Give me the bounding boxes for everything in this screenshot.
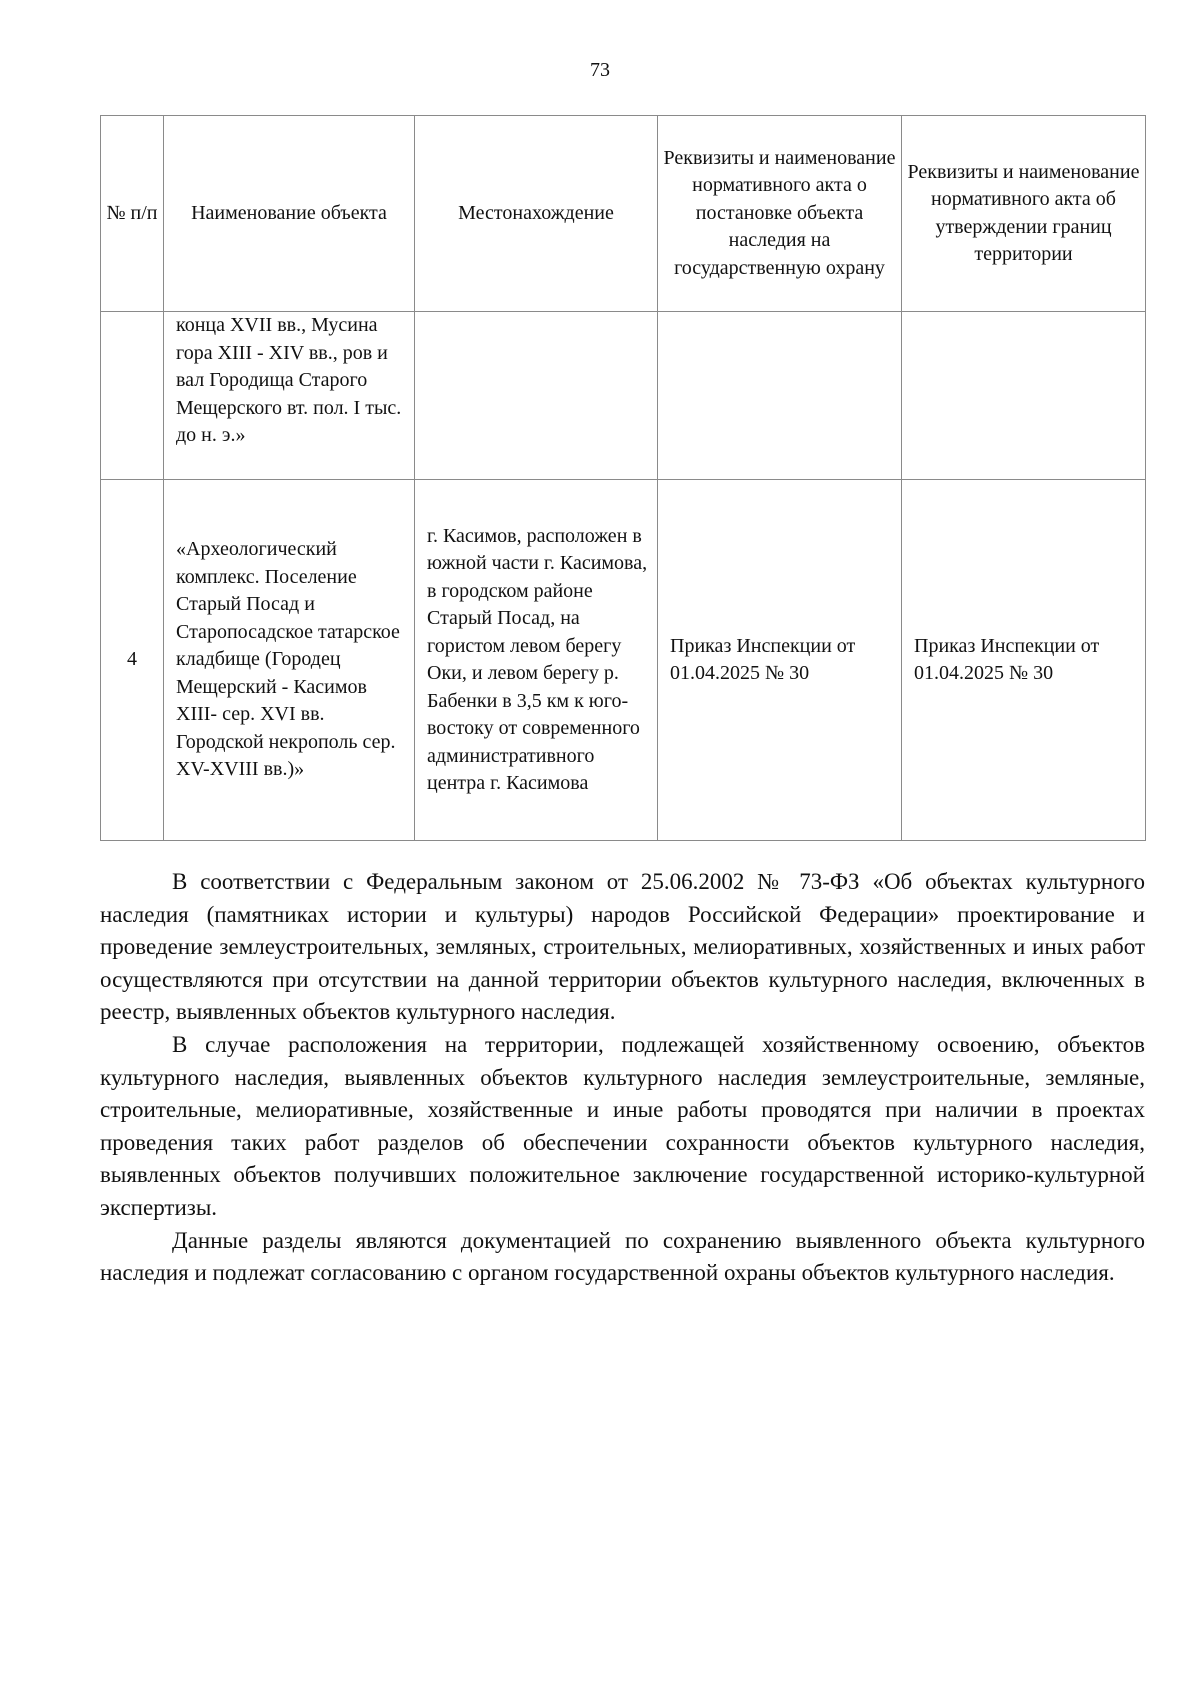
boundary-act: Приказ Инспекции от 01.04.2025 № 30 bbox=[902, 480, 1146, 841]
row-number: 4 bbox=[101, 480, 164, 841]
object-location: г. Касимов, расположен в южной части г. Касимова, в городском районе Старый Посад, на гористом левом берегу Оки, и левом берегу р. Бабенки в 3,5 км к юго-востоку от современного административного центра г. Касимова bbox=[415, 480, 658, 841]
row-number bbox=[101, 312, 164, 480]
page-number: 73 bbox=[590, 59, 610, 81]
table-row bbox=[101, 312, 1146, 480]
object-location bbox=[415, 312, 658, 480]
header-protection-act: Реквизиты и наименование нормативного акта о постановке объекта наследия на государственную охрану bbox=[658, 116, 902, 312]
protection-act: Приказ Инспекции от 01.04.2025 № 30 bbox=[658, 480, 902, 841]
table-header-row bbox=[101, 116, 1146, 312]
paragraph-development-conditions: В случае расположения на территории, подлежащей хозяйственному освоению, объектов культурного наследия, выявленных объектов культурного наследия землеустроительные, земляные, строительные, мелиоративные, хозяйственные и иные работы проводятся при наличии в проектах проведения таких работ разделов об обеспечении сохранности объектов культурного наследия, выявленных объектов получивших положительное заключение государственной историко-культурной экспертизы. bbox=[100, 1031, 1145, 1220]
table-row bbox=[101, 480, 1146, 841]
body-text bbox=[100, 866, 1145, 1290]
header-object-name: Наименование объекта bbox=[164, 116, 415, 312]
object-name: «Археологический комплекс. Поселение Старый Посад и Старопосадское татарское кладбище (Городец Мещерский - Касимов XIII- сер. XVI вв. Городской некрополь сер. XV-XVIII вв.)» bbox=[164, 480, 415, 841]
protection-act bbox=[658, 312, 902, 480]
header-number: № п/п bbox=[101, 116, 164, 312]
header-boundary-act: Реквизиты и наименование нормативного акта об утверждении границ территории bbox=[902, 116, 1146, 312]
header-location: Местонахождение bbox=[415, 116, 658, 312]
boundary-act bbox=[902, 312, 1146, 480]
heritage-objects-table bbox=[100, 115, 1146, 841]
paragraph-documentation: Данные разделы являются документацией по сохранению выявленного объекта культурного наследия и подлежат согласованию с органом государственной охраны объектов культурного наследия. bbox=[100, 1227, 1145, 1286]
paragraph-federal-law: В соответствии с Федеральным законом от 25.06.2002 № 73-ФЗ «Об объектах культурного наследия (памятниках истории и культуры) народов Российской Федерации» проектирование и проведение землеустроительных, земляных, строительных, мелиоративных, хозяйственных и иных работ осуществляются при отсутствии на данной территории объектов культурного наследия, включенных в реестр, выявленных объектов культурного наследия. bbox=[100, 869, 1145, 1025]
object-name: конца XVII вв., Мусина гора XIII - XIV вв., ров и вал Городища Старого Мещерского вт. пол. I тыс. до н. э.» bbox=[164, 312, 415, 480]
